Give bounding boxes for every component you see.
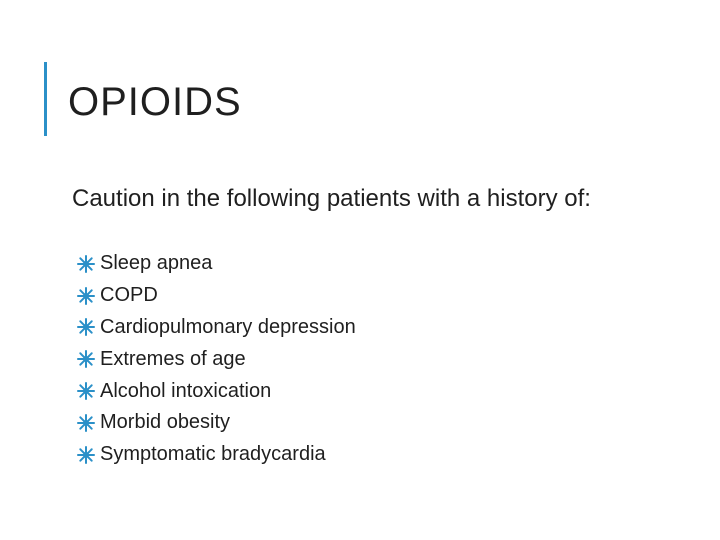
bullet-label: Alcohol intoxication: [100, 379, 272, 402]
list-item: [76, 280, 356, 312]
list-item: [76, 407, 356, 439]
title-accent-bar: [44, 62, 47, 136]
list-item: [76, 343, 356, 375]
bullet-label: Morbid obesity: [100, 411, 231, 434]
bullet-label: Sleep apnea: [100, 252, 213, 275]
bullet-label: Extremes of age: [100, 347, 246, 370]
asterisk-burst-icon: [76, 445, 96, 465]
asterisk-burst-icon: [76, 286, 96, 306]
list-item: [76, 248, 356, 280]
asterisk-burst-icon: [76, 317, 96, 337]
asterisk-burst-icon: [76, 381, 96, 401]
slide-title: OPIOIDS: [68, 80, 242, 124]
asterisk-burst-icon: [76, 254, 96, 274]
intro-text: Caution in the following patients with a history of:: [72, 185, 591, 212]
list-item: [76, 375, 356, 407]
list-item: [76, 439, 356, 471]
bullet-label: Symptomatic bradycardia: [100, 443, 326, 466]
bullet-label: COPD: [100, 284, 158, 307]
bullet-list: [76, 248, 356, 471]
asterisk-burst-icon: [76, 349, 96, 369]
asterisk-burst-icon: [76, 413, 96, 433]
bullet-label: Cardiopulmonary depression: [100, 315, 356, 338]
list-item: [76, 312, 356, 344]
